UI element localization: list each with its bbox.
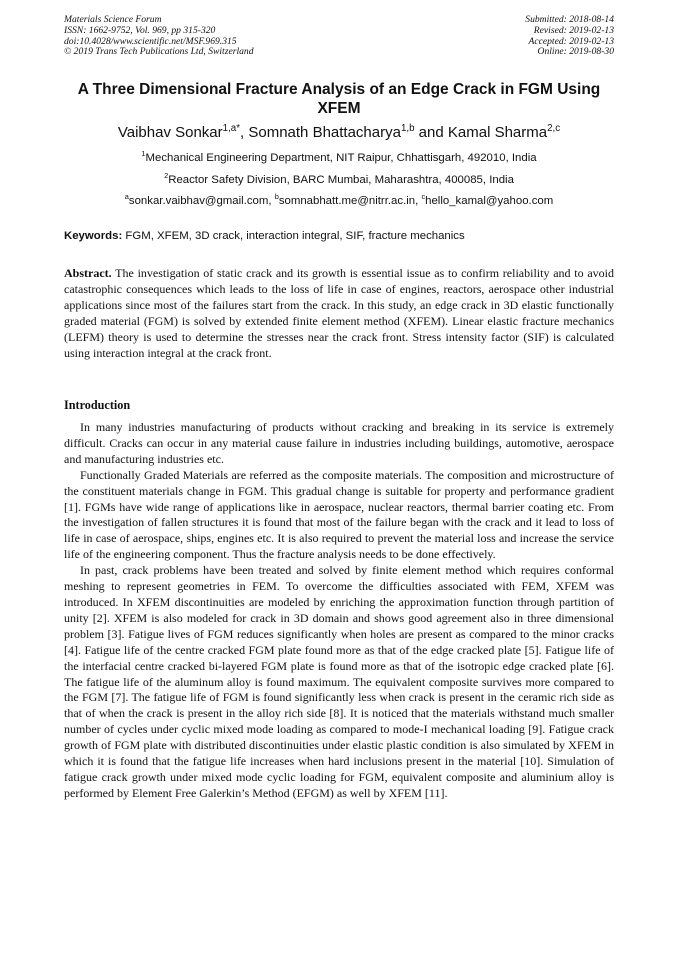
email-mark: c	[421, 192, 426, 202]
email-address[interactable]: sonkar.vaibhav@gmail.com,	[128, 195, 275, 207]
dates-header	[525, 15, 614, 58]
email-mark: b	[274, 192, 279, 202]
keywords-label: Keywords:	[64, 230, 123, 242]
email-address[interactable]: somnabhatt.me@nitrr.ac.in,	[278, 195, 422, 207]
abstract-label: Abstract.	[64, 266, 112, 280]
email-mark: a	[124, 192, 129, 202]
affiliation-text: Mechanical Engineering Department, NIT Raipur, Chhattisgarh, 492010, India	[145, 152, 537, 164]
author-name: Vaibhav Sonkar	[117, 124, 223, 141]
journal-issn: ISSN: 1662-9752, Vol. 969, pp 315-320	[64, 24, 216, 36]
journal-header	[64, 15, 254, 58]
email-address[interactable]: hello_kamal@yahoo.com	[425, 195, 554, 207]
affiliation	[40, 151, 638, 165]
date-online: Online: 2019-08-30	[537, 46, 614, 58]
author-name: Somnath Bhattacharya	[248, 124, 401, 141]
date-submitted: Submitted: 2018-08-14	[525, 14, 614, 25]
journal-name: Materials Science Forum	[64, 14, 162, 25]
author-affiliation-mark: 1,b	[400, 123, 415, 134]
paper-title: A Three Dimensional Fracture Analysis of an Edge Crack in FGM Using XFEM	[77, 81, 601, 117]
author-affiliation-mark: 2,c	[547, 123, 561, 134]
affiliation-mark: 1	[141, 149, 146, 159]
email-line	[40, 194, 638, 208]
affiliation-text: Reactor Safety Division, BARC Mumbai, Maharashtra, 400085, India	[168, 174, 514, 186]
author-affiliation-mark: 1,a*	[222, 123, 241, 134]
journal-doi: doi:10.4028/www.scientific.net/MSF.969.315	[64, 35, 237, 47]
section-heading: Introduction	[64, 398, 131, 412]
abstract-text: The investigation of static crack and its growth is essential issue as to confirm reliability and to avoid catastrophic consequences which leads to the loss of life in case of engines, reactors, aerospace other industrial applications since most of the failures start from the crack. In this study, an edge crack in 3D elastic functionally graded material (FGM) is solved by extended finite element method (XFEM). Linear elastic fracture mechanics (LEFM) theory is used to determine the stresses near the crack front. Stress intensity factor (SIF) is calculated using interaction integral at the crack front.	[64, 266, 614, 360]
date-accepted: Accepted: 2019-02-13	[528, 35, 614, 47]
abstract	[64, 265, 614, 361]
paragraph: Functionally Graded Materials are referred as the composite materials. The composition and microstructure of the constituent materials change in FGM. This gradual change is suitable for property and performance gradient [1]. FGMs have wide range of applications like in aerospace, nuclear reactors, thermal barrier coating etc. From the investigation of fallen structures it is found that most of the failure began with the crack and it lead to loss of life in case of aerospace, ships, engines etc. It is also required to prevent the material loss and increase the service life of the engineering component. Thus the fracture analysis needs to be done effectively.	[64, 467, 614, 562]
author-separator: and	[414, 124, 448, 141]
journal-copyright: © 2019 Trans Tech Publications Ltd, Switzerland	[64, 46, 254, 58]
keywords	[64, 229, 614, 243]
author-name: Kamal Sharma	[447, 124, 548, 141]
introduction-body	[64, 420, 614, 802]
affiliation-mark: 2	[164, 171, 169, 181]
affiliation	[40, 173, 638, 187]
author-separator: ,	[240, 124, 249, 141]
author-list	[40, 123, 638, 143]
keywords-text: FGM, XFEM, 3D crack, interaction integral, SIF, fracture mechanics	[122, 230, 465, 242]
date-revised: Revised: 2019-02-13	[533, 24, 614, 36]
paragraph: In past, crack problems have been treated and solved by finite element method which requires conformal meshing to represent geometries in FEM. To overcome the difficulties associated with FEM, XFEM was introduced. In XFEM discontinuities are modeled by enriching the approximation function through partition of unity [2]. XFEM is also modeled for crack in 3D domain and shows good agreement also in three dimensional problem [3]. Fatigue lives of FGM reduces significantly when holes are present as compared to the minor cracks [4]. Fatigue life of the centre cracked FGM plate found more as that of the edge cracked plate [5]. Fatigue life of the interfacial centre cracked bi-layered FGM plate is found more as that of the isotropic edge cracked plate [6]. The fatigue life of the aluminum alloy is found maximum. The equivalent composite survives more compared to the FGM [7]. The fatigue life of FGM is found significantly less when crack is present in the ceramic rich side as that of when the crack is present in the alloy rich side [8]. It is noticed that the materials withstand much smaller number of cycles under cyclic mixed mode loading as compared to mode-I mechanical loading [9]. Fatigue crack growth of FGM plate with distributed discontinuities under elastic plastic condition is also simulated by XFEM in which it is found that the fatigue life increases when hard inclusions present in the material [10]. Simulation of fatigue crack growth under mixed mode cyclic loading for FGM, equivalent composite and aluminium alloy is performed by Element Free Galerkin’s Method (EFGM) as well by XFEM [11].	[64, 563, 614, 800]
paragraph: In many industries manufacturing of products without cracking and breaking in its service is extremely difficult. Cracks can occur in any material cause failure in industries including buildings, automotive, aerospace and manufacturing industries etc.	[64, 420, 614, 466]
